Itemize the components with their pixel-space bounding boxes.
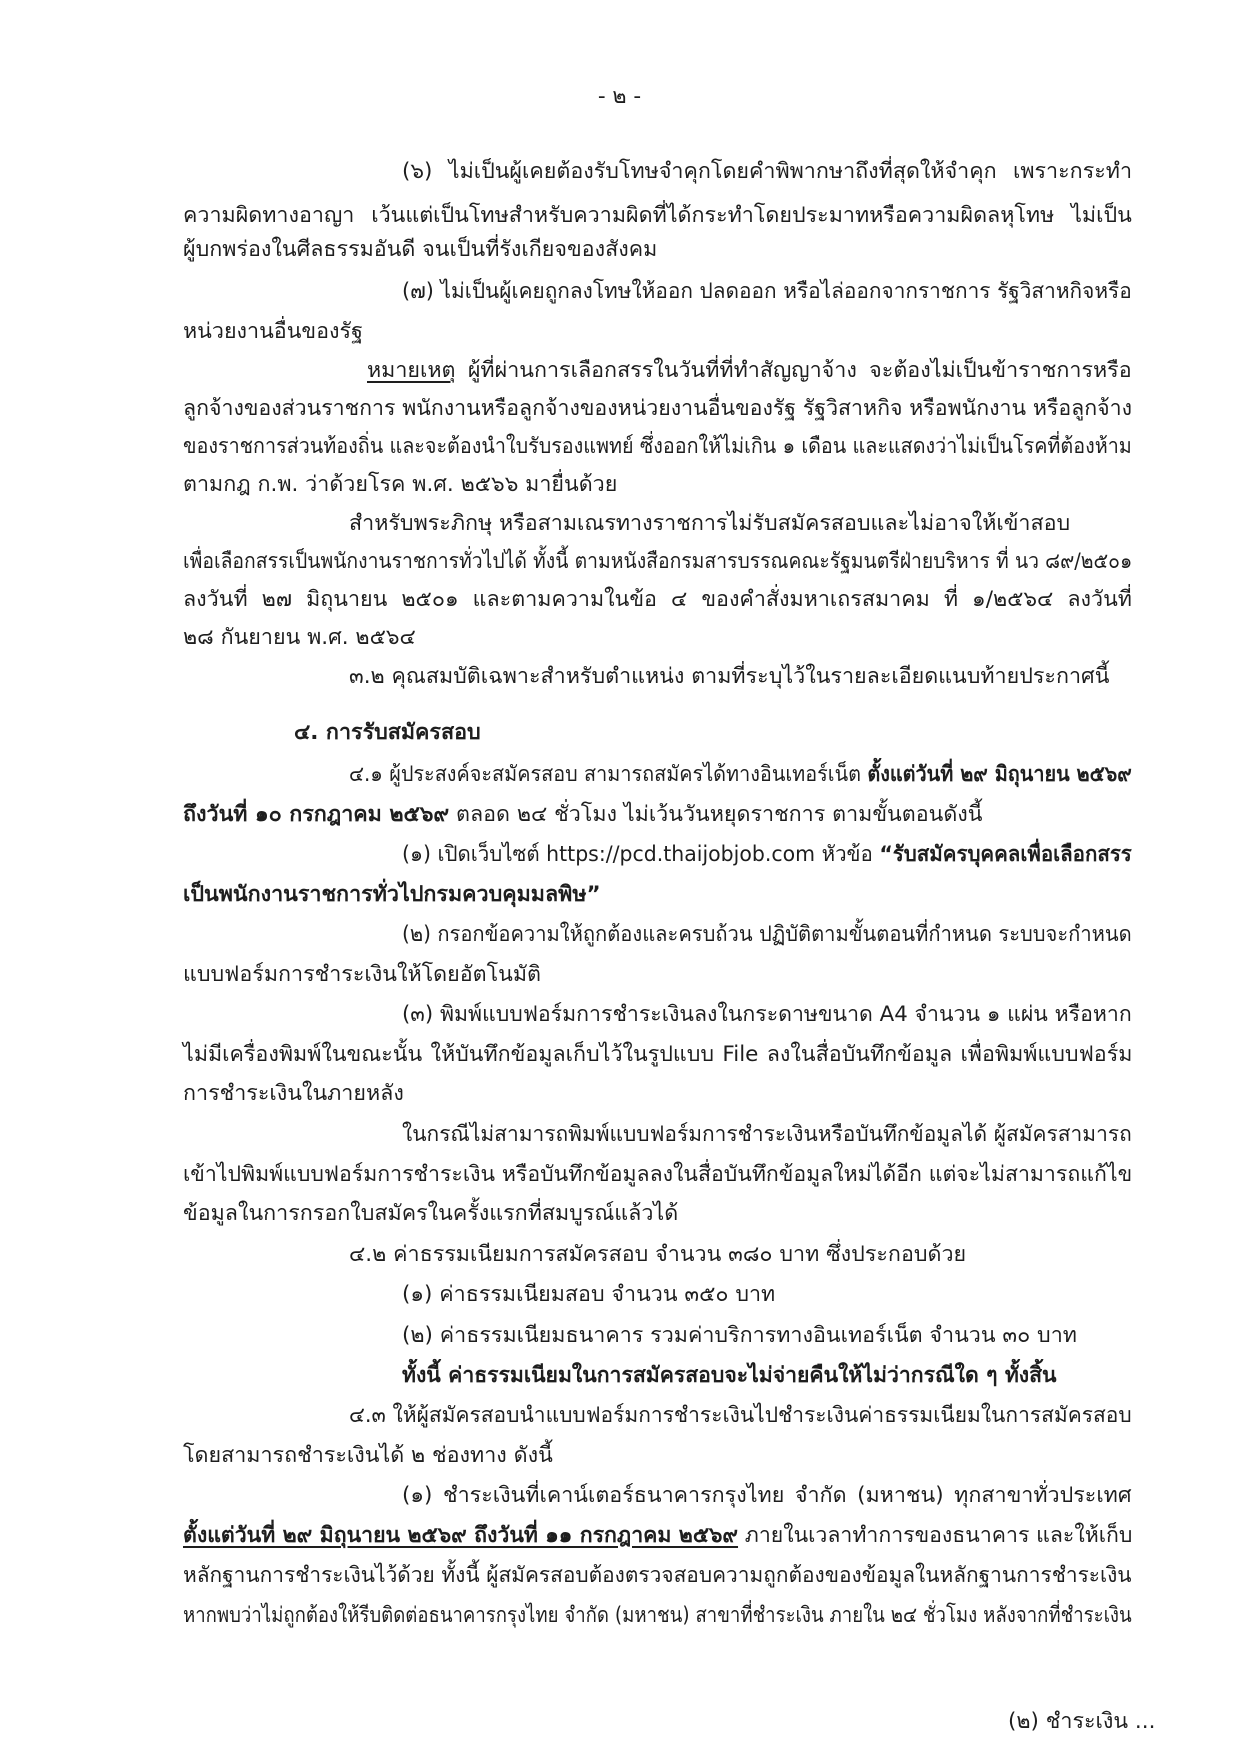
text-line [402, 277, 1132, 307]
text-line [402, 1321, 1077, 1351]
text-segment: ความผิดทางอาญา เว้นแต่เป็นโทษสำหรับความผิดที่ได้กระทำโดยประมาทหรือความผิดลหุโทษ ไม่เป็น [183, 203, 1132, 228]
text-line [367, 356, 1132, 386]
text-segment: ลูกจ้างของส่วนราชการ พนักงานหรือลูกจ้างของหน่วยงานอื่นของรัฐ รัฐวิสาหกิจ หรือพนักงาน หรือลูกจ้าง [183, 396, 1132, 421]
text-segment: การชำระเงินในภายหลัง [183, 1081, 404, 1106]
text-segment: (๑) ค่าธรรมเนียมสอบ จำนวน ๓๕๐ บาท [402, 1282, 776, 1307]
text-line [183, 960, 541, 990]
text-line [294, 718, 481, 748]
text-segment: ๔. การรับสมัครสอบ [294, 720, 481, 745]
text-line [183, 1160, 1132, 1190]
text-line [183, 1040, 1132, 1070]
text-line [402, 1481, 1132, 1511]
text-segment: ๔.๑ ผู้ประสงค์จะสมัครสอบ สามารถสมัครได้ทางอินเทอร์เน็ต [349, 762, 868, 787]
text-line [183, 585, 1132, 615]
text-line [349, 509, 1070, 539]
text-line [183, 800, 982, 830]
text-segment: ไม่มีเครื่องพิมพ์ในขณะนั้น ให้บันทึกข้อมูลเก็บไว้ในรูปแบบ File ลงในสื่อบันทึกข้อมูล เพื่อพิมพ์แบบฟอร์ม [183, 1042, 1133, 1067]
text-line [183, 394, 1132, 424]
text-line [402, 1000, 1132, 1030]
text-line [349, 760, 1132, 790]
text-segment: หน่วยงานอื่นของรัฐ [183, 319, 363, 344]
text-segment: ๒๘ กันยายน พ.ศ. ๒๕๖๔ [183, 625, 416, 650]
text-segment: ๔.๓ ให้ผู้สมัครสอบนำแบบฟอร์มการชำระเงินไปชำระเงินค่าธรรมเนียมในการสมัครสอบ [349, 1403, 1132, 1428]
text-segment: (๓) พิมพ์แบบฟอร์มการชำระเงินลงในกระดาษขนาด A4 จำนวน ๑ แผ่น หรือหาก [402, 1002, 1132, 1027]
text-segment: (๑) เปิดเว็บไซต์ https://pcd.thaijobjob.com หัวข้อ [402, 842, 880, 867]
text-line [402, 1280, 775, 1310]
text-segment: (๗) ไม่เป็นผู้เคยถูกลงโทษให้ออก ปลดออก หรือไล่ออกจากราชการ รัฐวิสาหกิจหรือ [402, 279, 1132, 304]
text-segment: ตั้งแต่วันที่ ๒๙ มิถุนายน ๒๕๖๙ [867, 762, 1132, 787]
text-line [183, 547, 1132, 577]
text-line [183, 235, 657, 265]
text-line [183, 623, 416, 653]
text-segment: ข้อมูลในการกรอกใบสมัครในครั้งแรกที่สมบูรณ์แล้วได้ [183, 1201, 679, 1226]
text-line [402, 1361, 1057, 1391]
text-segment: โดยสามารถชำระเงินได้ ๒ ช่องทาง ดังนี้ [183, 1443, 553, 1468]
text-line [183, 201, 1132, 231]
text-line [349, 1401, 1132, 1431]
text-segment: ผู้ที่ผ่านการเลือกสรรในวันที่ที่ทำสัญญาจ้าง จะต้องไม่เป็นข้าราชการหรือ [455, 358, 1132, 383]
page-number: - ๒ - [597, 84, 642, 109]
text-line [402, 157, 1132, 187]
text-segment: เข้าไปพิมพ์แบบฟอร์มการชำระเงิน หรือบันทึกข้อมูลลงในสื่อบันทึกข้อมูลใหม่ได้อีก แต่จะไม่สามารถแก้ไข [183, 1162, 1133, 1187]
text-segment: “รับสมัครบุคคลเพื่อเลือกสรร [879, 842, 1132, 867]
text-segment: เป็นพนักงานราชการทั่วไปกรมควบคุมมลพิษ” [183, 882, 601, 907]
footer-continuation: (๒) ชำระเงิน ... [1008, 1709, 1156, 1734]
text-segment: (๖) ไม่เป็นผู้เคยต้องรับโทษจำคุกโดยคำพิพากษาถึงที่สุดให้จำคุก เพราะกระทำ [402, 159, 1133, 184]
text-line [183, 1601, 1132, 1631]
text-line [183, 880, 601, 910]
text-segment: แบบฟอร์มการชำระเงินให้โดยอัตโนมัติ [183, 962, 541, 987]
text-segment: ทั้งนี้ ค่าธรรมเนียมในการสมัครสอบจะไม่จ่ายคืนให้ไม่ว่ากรณีใด ๆ ทั้งสิ้น [402, 1363, 1057, 1388]
text-segment: ลงวันที่ ๒๗ มิถุนายน ๒๕๐๑ และตามความในข้อ ๔ ของคำสั่งมหาเถรสมาคม ที่ ๑/๒๕๖๔ ลงวันที่ [183, 587, 1132, 612]
text-segment: หลักฐานการชำระเงินไว้ด้วย ทั้งนี้ ผู้สมัครสอบต้องตรวจสอบความถูกต้องของข้อมูลในหลักฐานการชำระเงิน [183, 1563, 1132, 1588]
text-line [183, 432, 1132, 462]
text-segment: ตั้งแต่วันที่ ๒๙ มิถุนายน ๒๕๖๙ ถึงวันที่ ๑๑ กรกฎาคม ๒๕๖๙ [183, 1523, 739, 1548]
text-line [183, 1199, 678, 1229]
text-segment: ภายในเวลาทำการของธนาคาร และให้เก็บ [738, 1523, 1133, 1548]
text-segment: ถึงวันที่ ๑๐ กรกฎาคม ๒๕๖๙ [183, 802, 450, 827]
text-segment: สำหรับพระภิกษุ หรือสามเณรทางราชการไม่รับสมัครสอบและไม่อาจให้เข้าสอบ [349, 511, 1071, 536]
text-segment: หมายเหตุ [367, 358, 456, 383]
text-line [402, 840, 1132, 870]
text-segment: ตลอด ๒๔ ชั่วโมง ไม่เว้นวันหยุดราชการ ตามขั้นตอนดังนี้ [449, 802, 983, 827]
text-line [183, 1521, 1132, 1551]
text-line [183, 317, 363, 347]
text-line [349, 1240, 966, 1270]
text-segment: เพื่อเลือกสรรเป็นพนักงานราชการทั่วไปได้ ทั้งนี้ ตามหนังสือกรมสารบรรณคณะรัฐมนตรีฝ่ายบริหาร ที่ นว ๘๙/๒๕๐๑ [183, 549, 1133, 574]
text-line [183, 470, 617, 500]
text-line [183, 1079, 404, 1109]
text-line [349, 662, 1109, 692]
text-segment: ผู้บกพร่องในศีลธรรมอันดี จนเป็นที่รังเกียจของสังคม [183, 237, 658, 262]
text-segment: ของราชการส่วนท้องถิ่น และจะต้องนำใบรับรองแพทย์ ซึ่งออกให้ไม่เกิน ๑ เดือน และแสดงว่าไม่เป็นโรคที่ต้องห้าม [183, 434, 1132, 459]
text-segment: (๑) ชำระเงินที่เคาน์เตอร์ธนาคารกรุงไทย จำกัด (มหาชน) ทุกสาขาทั่วประเทศ [402, 1483, 1132, 1508]
text-segment: หากพบว่าไม่ถูกต้องให้รีบติดต่อธนาคารกรุงไทย จำกัด (มหาชน) สาขาที่ชำระเงิน ภายใน ๒๔ ชั่วโมง หลังจากที่ชำระเงิน [183, 1603, 1132, 1628]
text-segment: ตามกฎ ก.พ. ว่าด้วยโรค พ.ศ. ๒๕๖๖ มายื่นด้วย [183, 472, 618, 497]
text-line [402, 920, 1132, 950]
text-segment: (๒) ค่าธรรมเนียมธนาคาร รวมค่าบริการทางอินเทอร์เน็ต จำนวน ๓๐ บาท [402, 1323, 1077, 1348]
text-segment: ๔.๒ ค่าธรรมเนียมการสมัครสอบ จำนวน ๓๘๐ บาท ซึ่งประกอบด้วย [349, 1242, 967, 1267]
text-segment: ๓.๒ คุณสมบัติเฉพาะสำหรับตำแหน่ง ตามที่ระบุไว้ในรายละเอียดแนบท้ายประกาศนี้ [349, 664, 1110, 689]
text-line [183, 1441, 553, 1471]
text-segment: (๒) กรอกข้อความให้ถูกต้องและครบถ้วน ปฏิบัติตามขั้นตอนที่กำหนด ระบบจะกำหนด [402, 922, 1132, 947]
text-line [183, 1561, 1132, 1591]
text-line [402, 1120, 1132, 1150]
text-segment: ในกรณีไม่สามารถพิมพ์แบบฟอร์มการชำระเงินหรือบันทึกข้อมูลได้ ผู้สมัครสามารถ [402, 1122, 1132, 1147]
